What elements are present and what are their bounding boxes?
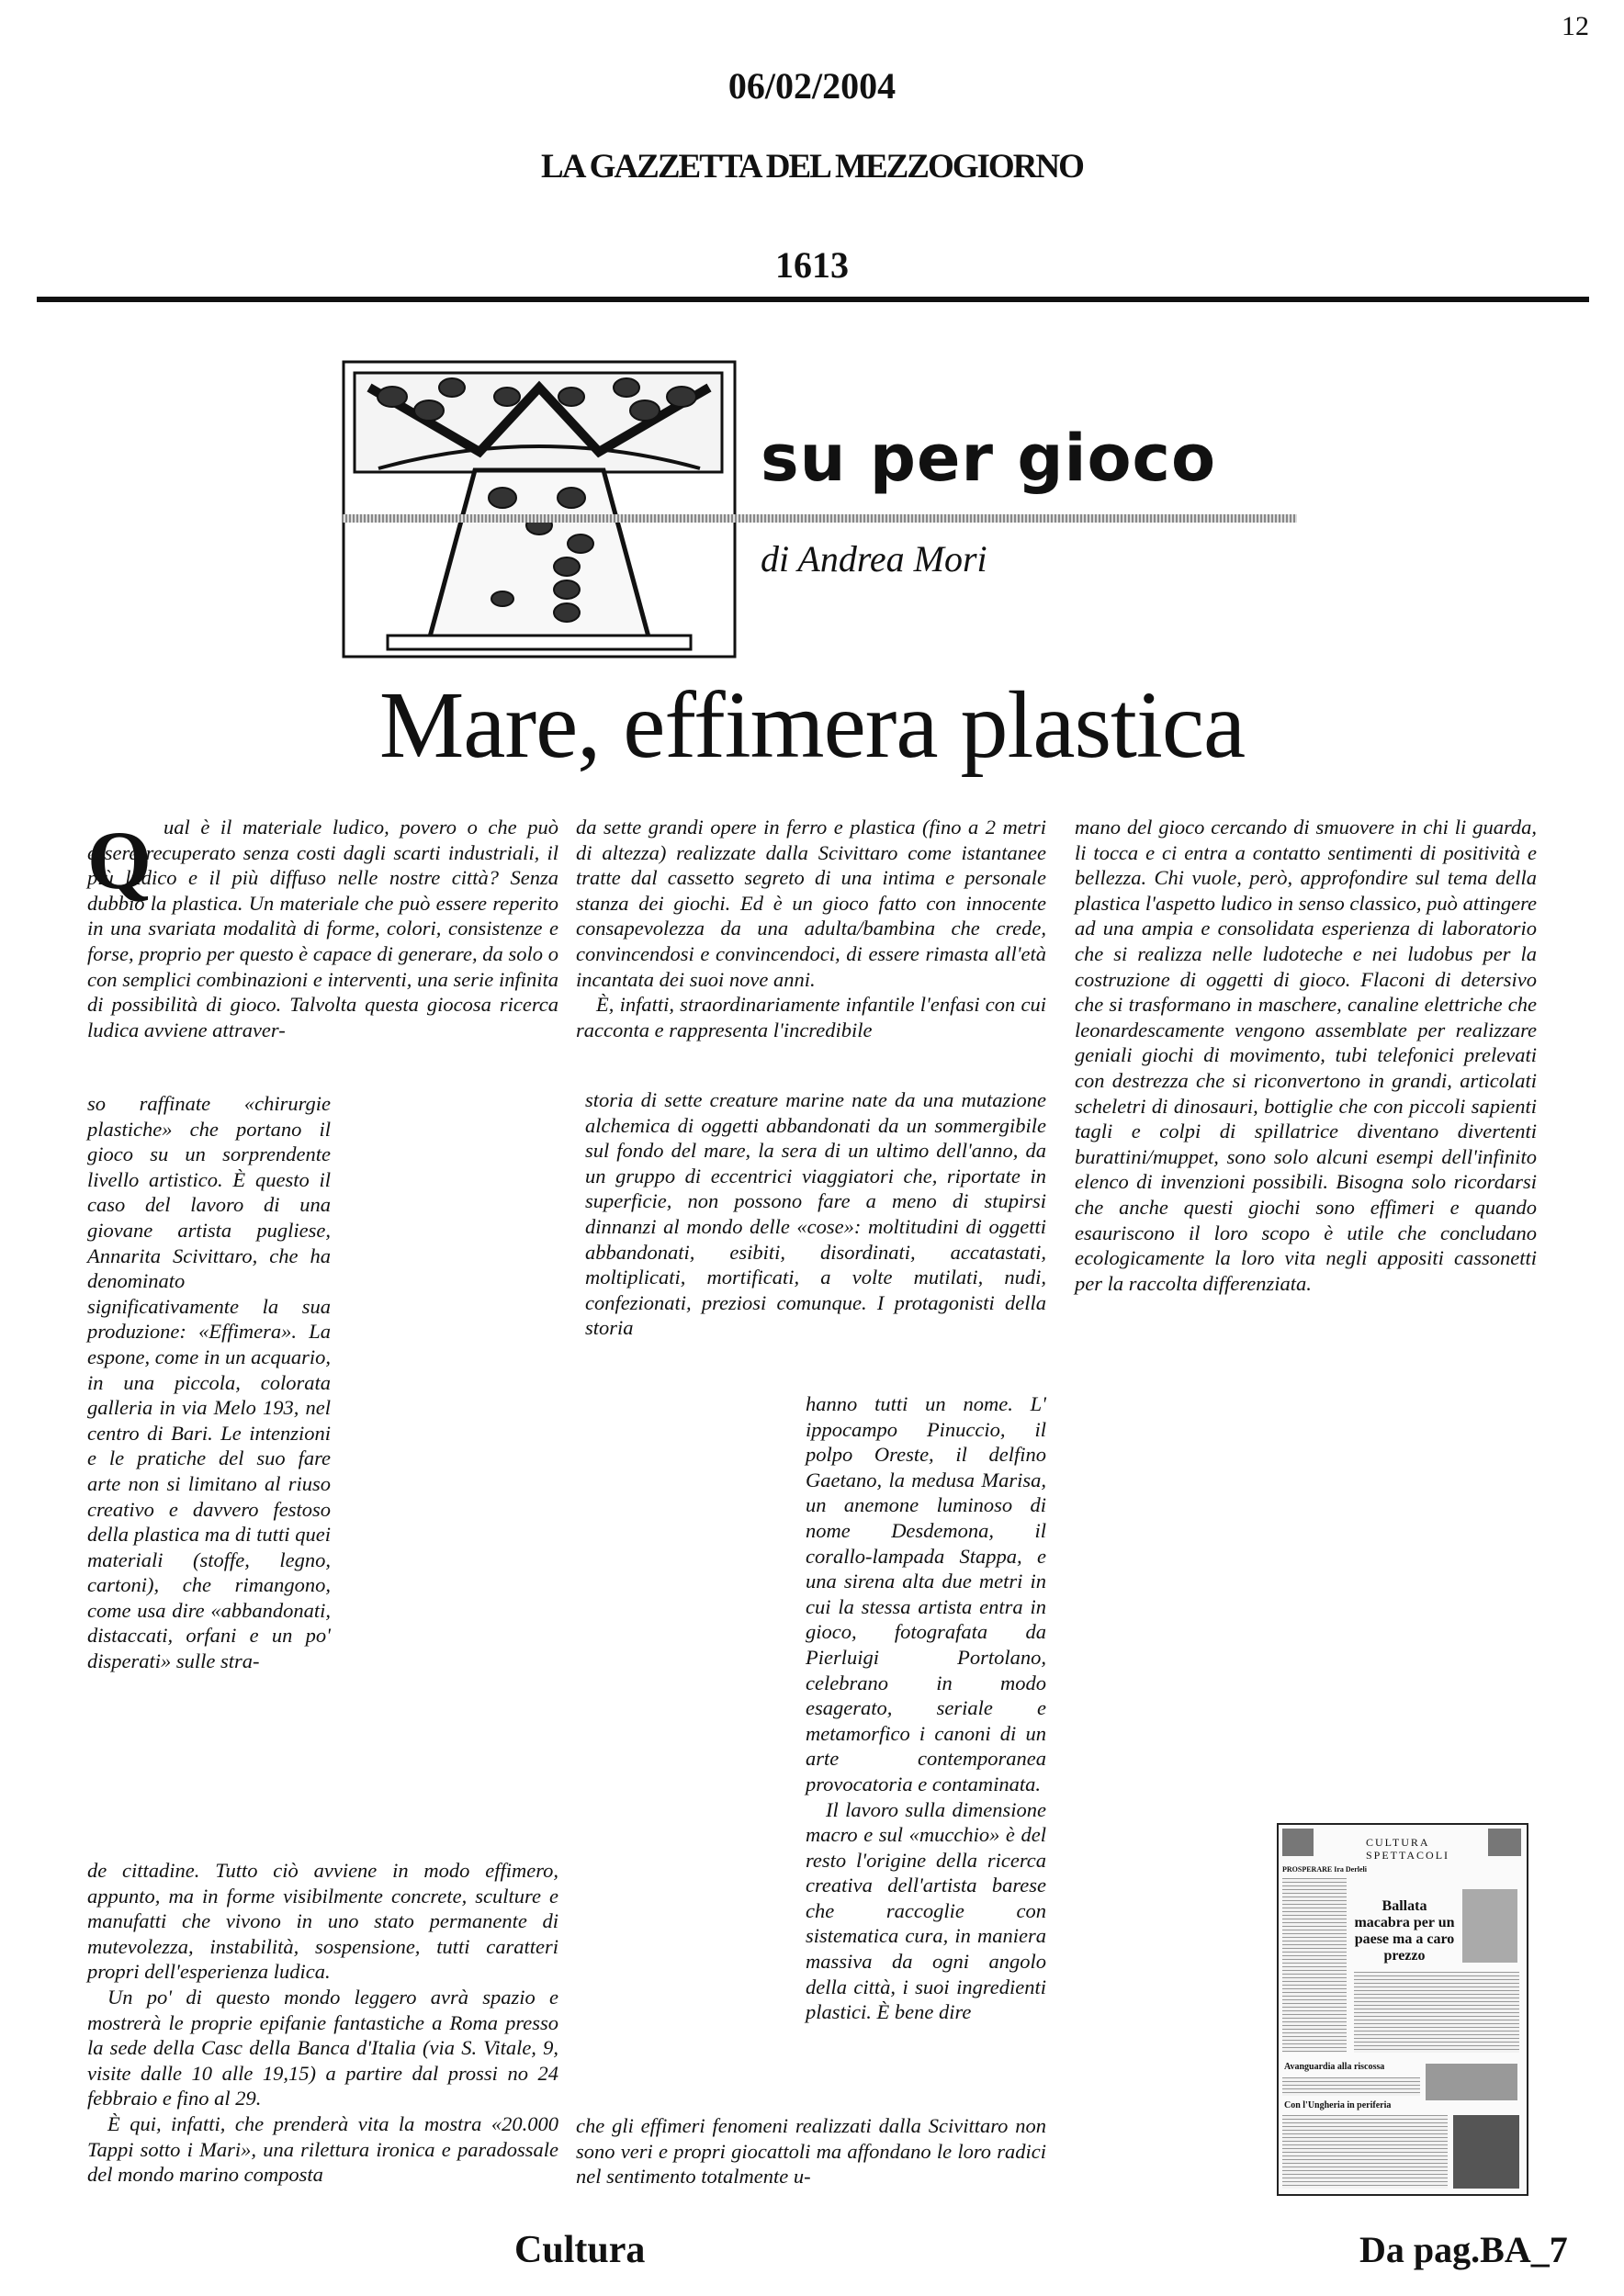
clipping-code: 1613: [775, 244, 849, 286]
page-number: 12: [1562, 11, 1589, 41]
thumbnail-logo: [1282, 1829, 1314, 1856]
article-column-2-top: [576, 815, 1046, 1042]
article-column-1-intro: [87, 815, 558, 1042]
paragraph: Il lavoro sulla dimensione macro e sul «mucchio» è del resto l'origine della ricerca creativa dell'artista barese che raccoglie con sistematica cura, in maniera massiva da ogni angolo della città, i suoi ingredienti plastici. È bene dire: [806, 1797, 1046, 2024]
thumbnail-section-heading: CULTURA: [1366, 1836, 1430, 1849]
thumbnail-photo: [1453, 2115, 1519, 2189]
thumbnail-text-block: [1282, 2077, 1420, 2096]
byline: di Andrea Mori: [761, 538, 987, 580]
publication-date: 06/02/2004: [727, 65, 897, 107]
paragraph: È, infatti, straordinariamente infantile l'enfasi con cui racconta e rappresenta l'incredibile: [576, 993, 1046, 1041]
paragraph: Un po' di questo mondo leggero avrà spazio e mostrerà le proprie epifanie fantastiche a Roma presso la sede della Casc della Banca d'Italia (via S. Vitale, 9, visite dalle 10 alle 19,15) a partire dal prossi no 24 febbraio e fino al 29.: [87, 1985, 558, 2110]
header-divider: [37, 297, 1589, 302]
thumbnail-text-block: [1354, 1972, 1519, 2053]
paragraph: mano del gioco cercando di smuovere in chi li guarda, li tocca e ci entra a contatto sentimenti di positività e bellezza. Chi vuole, però, approfondire sul tema della plastica l'aspetto ludico in senso classico, può attingere ad una ampia e consolidata esperienza di laboratorio che si realizza nelle ludoteche e nei ludobus per la costruzione di oggetti di gioco. Flaconi di detersivo che si trasformano in maschere, canaline elettriche che leonardescamente vengono assemblate per realizzare geniali giochi di movimento, tubi telefonici prelevati con destrezza che si riconvertono in grandi, articolati scheletri di dinosauri, bottiglie che con piccoli sapienti tagli e colpi di spillatrice diventano divertenti burattini/muppet, sono solo alcuni esempi dell'infinito elenco di invenzioni possibili. Bisogna solo ricordarsi che anche questi giochi sono effimeri e quando esauriscono il loro scopo è utile che concludano ecologicamente la loro vita negli appositi cassonetti per la raccolta differenziata.: [1075, 816, 1537, 1295]
article-column-1-narrow: [87, 1091, 331, 1674]
paragraph: da sette grandi opere in ferro e plastica (fino a 2 metri di altezza) realizzate dalla Scivittaro come istantanee tratte dal cassetto segreto di una intima e personale stanza dei giochi. Ed è un gioco fatto con innocente consapevolezza da una adulta/bambina che crede, convincendosi e convincendoci, di essere rimasta all'età incantata dei suoi nove anni.: [576, 816, 1046, 991]
source-page-label: Da pag.BA_7: [1359, 2229, 1568, 2270]
thumbnail-text-block: [1282, 2115, 1448, 2189]
paragraph: hanno tutti un nome. L' ippocampo Pinuccio, il polpo Oreste, il delfino Gaetano, la medusa Marisa, un anemone luminoso di nome Desdemona, il corallo-lampada Stappa, e una sirena alta due metri in cui la stessa artista entra in gioco, fotografata da Pierluigi Portolano, celebrano in modo esagerato, seriale e metamorfico i canoni di un arte contemporanea provocatoria e contaminata.: [806, 1392, 1046, 1795]
rubric-divider: [342, 514, 1297, 523]
article-column-1-bottom: [87, 1858, 558, 2188]
headline: Mare, effimera plastica: [378, 672, 1246, 778]
paragraph: ual è il materiale ludico, povero o che può essere recuperato senza costi dagli scarti industriali, il più ludico e il più diffuso nelle nostre città? Senza dubbio la plastica. Un materiale che può essere reperito in una svariata modalità di forme, colori, consistenze e forse, proprio per questo è capace di generare, da solo o con semplici combinazioni e interventi, una serie infinita di possibilità di gioco. Talvolta questa giocosa ricerca ludica avviene attraver-: [87, 816, 558, 1041]
paragraph: de cittadine. Tutto ciò avviene in modo effimero, appunto, ma in forme visibilmente concrete, sculture e manufatti che vivono in uno stato permanente di mutevolezza, instabilità, sospensione, tutti caratteri propri dell'esperienza ludica.: [87, 1859, 558, 1984]
rubric-title: su per gioco: [761, 421, 1217, 496]
article-column-3: [1075, 815, 1537, 1296]
paragraph: che gli effimeri fenomeni realizzati dalla Scivittaro non sono veri e propri giocattoli ma affondano le loro radici nel sentimento totalmente u-: [576, 2114, 1046, 2189]
drop-cap: Q: [87, 816, 152, 906]
paragraph: È qui, infatti, che prenderà vita la mostra «20.000 Tappi sotto i Mari», una rilettura ironica e paradossale del mondo marino composta: [87, 2111, 558, 2187]
original-page-thumbnail: [1277, 1823, 1528, 2196]
article-column-2-bottom: [576, 2113, 1046, 2189]
thumbnail-logo: [1488, 1829, 1521, 1856]
thumbnail-section-heading: SPETTACOLI: [1366, 1849, 1450, 1862]
paragraph: storia di sette creature marine nate da una mutazione alchemica di oggetti abbandonati da un sommergibile sul fondo del mare, la sera di un ultimo dell'anno, da un gruppo di eccentrici viaggiatori che, riportate in superficie, non possono fare a meno di stupirsi dinnanzi al mondo delle «cose»: moltitudini di oggetti abbandonati, esibiti, disordinati, accatastati, moltiplicati, mortificati, a volte mutilati, nudi, confezionati, preziosi comunque. I protagonisti della storia: [585, 1088, 1046, 1340]
thumbnail-kicker: PROSPERARE Ira Derleli: [1282, 1865, 1367, 1874]
thumbnail-subheadline: Con l'Ungheria in periferia: [1284, 2100, 1392, 2110]
newspaper-name: LA GAZZETTA DEL MEZZOGIORNO: [541, 148, 1083, 186]
article-column-2-middle: [576, 1087, 1046, 1341]
thumbnail-photo: [1426, 2064, 1517, 2100]
article-column-2-narrow: [806, 1391, 1046, 2025]
thumbnail-text-block: [1282, 1878, 1347, 2053]
thumbnail-photo: [1462, 1889, 1517, 1963]
thumbnail-headline: Ballata macabra per un paese ma a caro prezzo: [1354, 1898, 1455, 1964]
section-label: Cultura: [514, 2229, 646, 2271]
paragraph: so raffinate «chirurgie plastiche» che portano il gioco su un sorprendente livello artistico. È questo il caso del lavoro di una giovane artista pugliese, Annarita Scivittaro, che ha denominato significativamente la sua produzione: «Effimera». La espone, come in un acquario, in una piccola, colorata galleria in via Melo 193, nel centro di Bari. Le intenzioni e le pratiche del suo fare arte non si limitano al riuso creativo e davvero festoso della plastica ma di tutti quei materiali (stoffe, legno, cartoni), che rimangono, come usa dire «abbandonati, distaccati, orfani e un po' disperati» sulle stra-: [87, 1092, 331, 1673]
rubric-logo-icon: [342, 360, 737, 658]
thumbnail-subheadline: Avanguardia alla riscossa: [1284, 2062, 1385, 2072]
